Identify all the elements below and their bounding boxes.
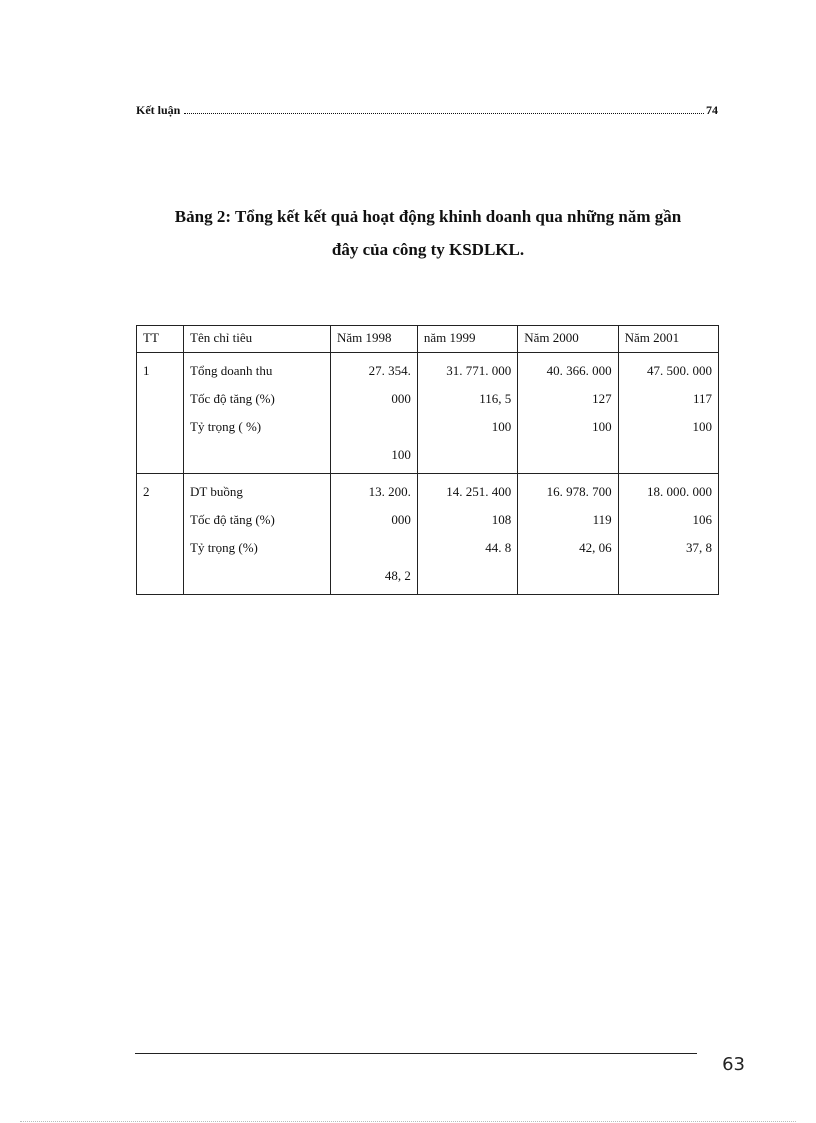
value-1999: [417, 353, 517, 474]
value-line: 27. 354.: [368, 363, 411, 378]
value-line: 100: [592, 419, 612, 434]
header-tt: TT: [137, 326, 184, 353]
value-line: 48, 2: [384, 568, 411, 583]
value-line: 40. 366. 000: [546, 363, 612, 378]
value-line: 100: [692, 419, 712, 434]
value-line: 108: [491, 512, 512, 527]
value-line: 119: [592, 512, 612, 527]
value-line: 106: [692, 512, 712, 527]
indicator-growth-rate: Tốc độ tăng (%): [190, 512, 275, 527]
value-1998: [331, 474, 418, 595]
value-line: [337, 413, 411, 441]
value-line: 47. 500. 000: [647, 363, 712, 378]
indicator-list: [184, 474, 331, 595]
header-indicator: Tên chỉ tiêu: [184, 326, 331, 353]
table-row: [137, 353, 719, 474]
toc-page-number: 74: [706, 103, 718, 117]
value-line: 44. 8: [485, 540, 512, 555]
value-line: 000: [391, 512, 411, 527]
indicator-total-revenue: Tổng doanh thu: [190, 363, 273, 378]
header-2001: Năm 2001: [618, 326, 718, 353]
value-line: 000: [391, 391, 411, 406]
value-line: 31. 771. 000: [446, 363, 512, 378]
value-2001: [618, 474, 718, 595]
value-line: 116, 5: [479, 391, 512, 406]
header-1999: năm 1999: [417, 326, 517, 353]
toc-entry: [136, 103, 718, 118]
value-line: 100: [491, 419, 512, 434]
value-line: 13. 200.: [368, 484, 411, 499]
caption-line-1: Bảng 2: Tổng kết kết quả hoạt động khinh doanh qua những năm gần: [174, 207, 682, 226]
row-number: 1: [137, 353, 184, 474]
indicator-share: Tỷ trọng (%): [190, 540, 258, 555]
indicator-growth-rate: Tốc độ tăng (%): [190, 391, 275, 406]
value-line: 117: [692, 391, 712, 406]
value-line: 18. 000. 000: [647, 484, 712, 499]
page-number: 63: [722, 1054, 745, 1075]
value-1998: [331, 353, 418, 474]
indicator-room-revenue: DT buồng: [190, 484, 243, 499]
caption-line-2: đây của công ty KSDLKL.: [331, 240, 525, 259]
footer-divider: [135, 1053, 697, 1054]
indicator-share: Tỷ trọng ( %): [190, 419, 262, 434]
value-line: [337, 534, 411, 562]
value-2000: [518, 474, 618, 595]
value-2000: [518, 353, 618, 474]
row-number: 2: [137, 474, 184, 595]
value-line: 37, 8: [686, 540, 712, 555]
value-2001: [618, 353, 718, 474]
value-line: 100: [391, 447, 411, 462]
toc-leader-dots: [184, 112, 704, 114]
business-results-table: [136, 325, 719, 595]
value-1999: [417, 474, 517, 595]
value-line: 14. 251. 400: [446, 484, 512, 499]
header-2000: Năm 2000: [518, 326, 618, 353]
page-bottom-dotted-line: [20, 1121, 796, 1122]
table-caption: [120, 200, 736, 266]
value-line: 127: [592, 391, 612, 406]
indicator-list: [184, 353, 331, 474]
value-line: 42, 06: [579, 540, 612, 555]
table-header-row: [137, 326, 719, 353]
value-line: 16. 978. 700: [546, 484, 612, 499]
toc-label: Kết luận: [136, 103, 181, 117]
header-1998: Năm 1998: [331, 326, 418, 353]
table-row: [137, 474, 719, 595]
